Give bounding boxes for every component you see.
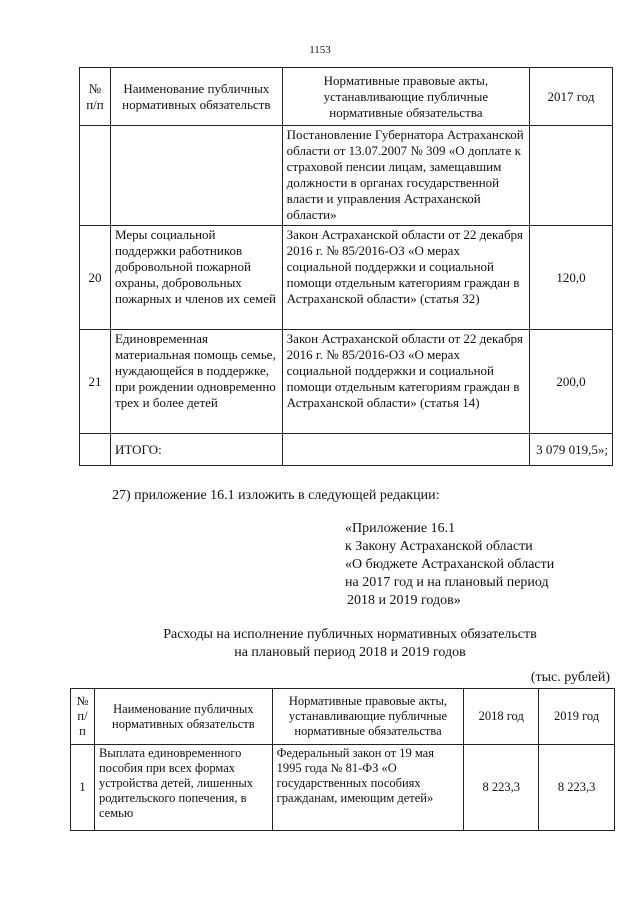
table-row xyxy=(80,330,613,434)
row-value: 200,0 xyxy=(530,330,613,434)
row-value-2019: 8 223,3 xyxy=(539,745,615,831)
appendix-line: к Закону Астраханской области xyxy=(345,539,533,554)
unit-note: (тыс. рублей) xyxy=(530,670,610,685)
row-act: Федеральный закон от 19 мая 1995 года № 81-ФЗ «О государственных пособиях гражданам, имеющим детей» xyxy=(272,745,464,831)
header-acts: Нормативные правовые акты, устанавливающие публичные нормативные обязательства xyxy=(282,68,529,126)
table-row xyxy=(71,745,615,831)
appendix-line: «Приложение 16.1 xyxy=(345,521,456,536)
section-title-line: на плановый период 2018 и 2019 годов xyxy=(234,645,466,660)
header-acts: Нормативные правовые акты, устанавливающие публичные нормативные обязательства xyxy=(272,689,464,745)
row-num: 20 xyxy=(80,226,111,330)
amendment-text: 27) приложение 16.1 изложить в следующей редакции: xyxy=(112,488,440,503)
obligations-table-2017 xyxy=(79,67,613,466)
row-name: Выплата единовременного пособия при всех формах устройства детей, лишенных родительского попечения, в семью xyxy=(94,745,272,831)
header-num: № п/п xyxy=(71,689,95,745)
appendix-line: «О бюджете Астраханской области xyxy=(345,557,555,572)
row-num: 1 xyxy=(71,745,95,831)
header-name: Наименование публичных нормативных обязательств xyxy=(110,68,282,126)
row-num: 21 xyxy=(80,330,111,434)
continued-act: Постановление Губернатора Астраханской области от 13.07.2007 № 309 «О доплате к страховой пенсии лицам, замещавшим должности в органах государственной власти и управления Астраханской области» xyxy=(282,126,529,226)
row-value-2018: 8 223,3 xyxy=(464,745,539,831)
table-row xyxy=(80,226,613,330)
section-title-line: Расходы на исполнение публичных нормативных обязательств xyxy=(163,627,537,642)
page-number: 1153 xyxy=(309,44,331,56)
appendix-line: на 2017 год и на плановый период xyxy=(345,575,549,590)
total-value: 3 079 019,5»; xyxy=(530,434,613,466)
row-act: Закон Астраханской области от 22 декабря 2016 г. № 85/2016-ОЗ «О мерах социальной поддержки и социальной помощи отдельным категориям граждан в Астраханской области» (статья 14) xyxy=(282,330,529,434)
header-2018: 2018 год xyxy=(464,689,539,745)
section-title xyxy=(80,626,620,662)
row-value: 120,0 xyxy=(530,226,613,330)
header-2019: 2019 год xyxy=(539,689,615,745)
header-num: № п/п xyxy=(80,68,111,126)
total-row xyxy=(80,434,613,466)
row-act: Закон Астраханской области от 22 декабря 2016 г. № 85/2016-ОЗ «О мерах социальной поддержки и социальной помощи отдельным категориям граждан в Астраханской области» (статья 32) xyxy=(282,226,529,330)
row-name: Меры социальной поддержки работников добровольной пожарной охраны, добровольных пожарных и членов их семей xyxy=(110,226,282,330)
appendix-heading xyxy=(345,520,625,610)
obligations-table-2018-2019 xyxy=(70,688,615,831)
header-year: 2017 год xyxy=(530,68,613,126)
header-name: Наименование публичных нормативных обязательств xyxy=(94,689,272,745)
appendix-line: 2018 и 2019 годов» xyxy=(347,593,461,608)
row-name: Единовременная материальная помощь семье, нуждающейся в поддержке, при рождении одновременно трех и более детей xyxy=(110,330,282,434)
total-label: ИТОГО: xyxy=(110,434,282,466)
